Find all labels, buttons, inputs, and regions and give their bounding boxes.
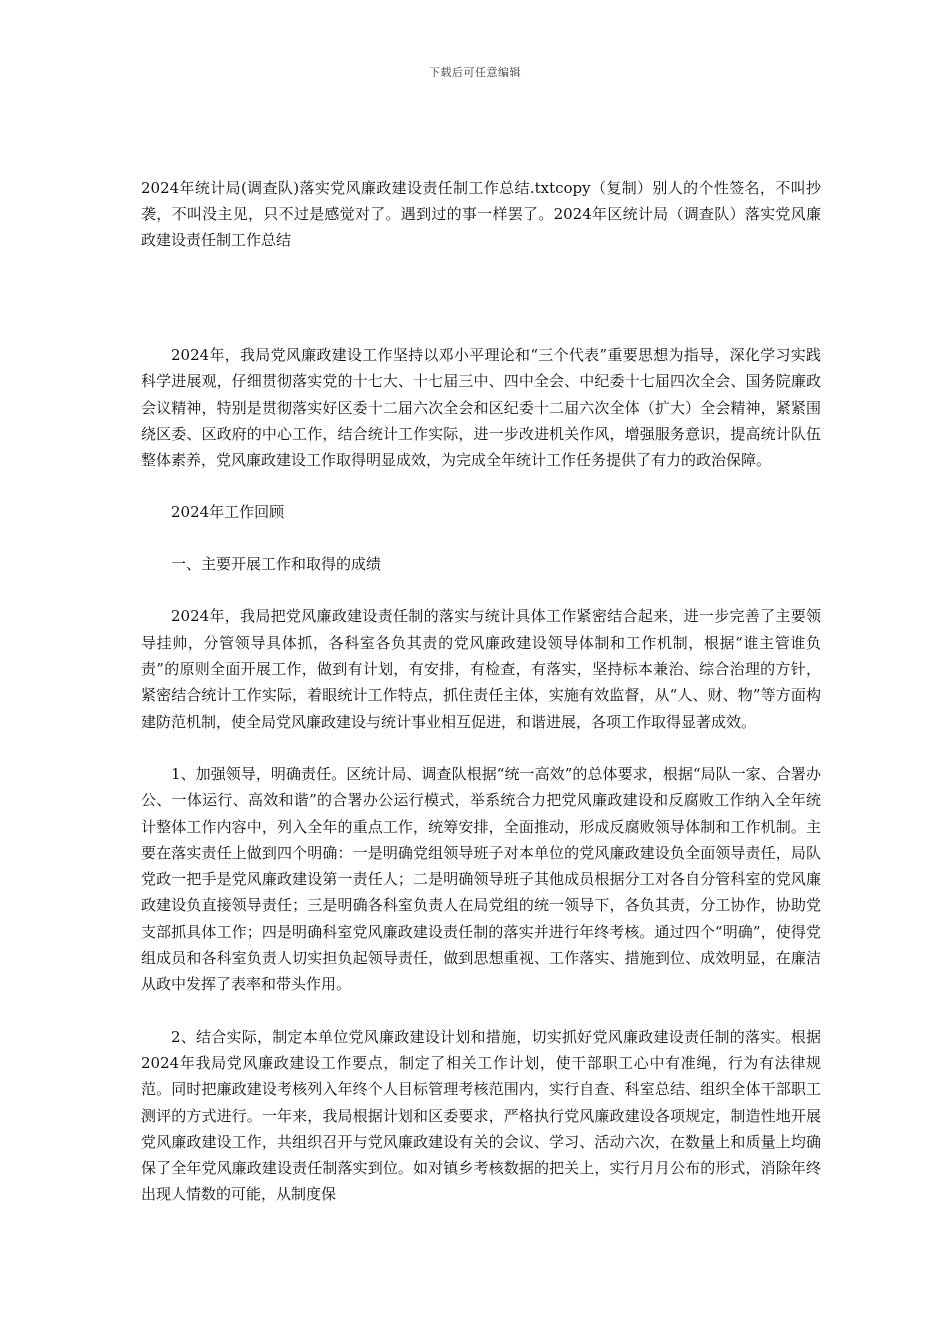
spacer: [141, 525, 821, 551]
paragraph-4: 2、结合实际，制定本单位党风廉政建设计划和措施，切实抓好党风廉政建设责任制的落实。根据2024年我局党风廉政建设工作要点，制定了相关工作计划，使干部职工心中有准绳，行为有法律规范。同时把廉政建设考核列入年终个人目标管理考核范围内，实行自查、科室总结、组织全体干部职工测评的方式进行。一年来，我局根据计划和区委要求，严格执行党风廉政建设各项规定，制造性地开展党风廉政建设工作，共组织召开与党风廉政建设有关的会议、学习、活动六次，在数量上和质量上均确保了全年党风廉政建设责任制落实到位。如对镇乡考核数据的把关上，实行月月公布的形式，消除年终出现人情数的可能，从制度保: [141, 1027, 821, 1204]
document-intro: 2024年统计局(调查队)落实党风廉政建设责任制工作总结.txtcopy（复制）别人的个性签名，不叫抄袭，不叫没主见，只不过是感觉对了。遇到过的事一样罢了。2024年区统计局（调查队）落实党风廉政建设责任制工作总结: [141, 179, 821, 249]
paragraph-1: 2024年，我局党风廉政建设工作坚持以邓小平理论和“三个代表”重要思想为指导，深化学习实践科学进展观，仔细贯彻落实党的十七大、十七届三中、四中全会、中纪委十七届四次全会、国务院廉政会议精神，特别是贯彻落实好区委十二届六次全会和区纪委十二届六次全体（扩大）全会精神，紧紧围绕区委、区政府的中心工作，结合统计工作实际，进一步改进机关作风，增强服务意识，提高统计队伍整体素养，党风廉政建设工作取得明显成效，为完成全年统计工作任务提供了有力的政治保障。: [141, 346, 821, 470]
document-body: [141, 175, 821, 1208]
spacer: [141, 735, 821, 761]
paragraph-3: 1、加强领导，明确责任。区统计局、调查队根据“统一高效”的总体要求，根据“局队一家、合署办公、一体运行、高效和谐”的合署办公运行模式，举系统合力把党风廉政建设和反腐败工作纳入全年统计整体工作内容中，列入全年的重点工作，统筹安排，全面推动，形成反腐败领导体制和工作机制。主要在落实责任上做到四个明确：一是明确党组领导班子对本单位的党风廉政建设负全面领导责任，局队党政一把手是党风廉政建设第一责任人；二是明确领导班子其他成员根据分工对各自分管科室的党风廉政建设负直接领导责任；三是明确各科室负责人在局党组的统一领导下，各负其责，分工协作，协助党支部抓具体工作；四是明确科室党风廉政建设责任制的落实并进行年终考核。通过四个“明确”，使得党组成员和各科室负责人切实担负起领导责任，做到思想重视、工作落实、措施到位、成效明显，在廉洁从政中发挥了表率和带头作用。: [141, 764, 821, 994]
header-note: 下载后可任意编辑: [429, 66, 521, 79]
spacer: [141, 577, 821, 603]
section-heading-review: 2024年工作回顾: [171, 503, 285, 522]
spacer: [141, 998, 821, 1024]
section-heading-achievements: 一、主要开展工作和取得的成绩: [171, 555, 382, 574]
spacer: [141, 473, 821, 499]
paragraph-2: 2024年，我局把党风廉政建设责任制的落实与统计具体工作紧密结合起来，进一步完善了主要领导挂帅，分管领导具体抓，各科室各负其责的党风廉政建设领导体制和工作机制，根据“谁主管谁负责”的原则全面开展工作，做到有计划，有安排，有检查，有落实，坚持标本兼治、综合治理的方针，紧密结合统计工作实际，着眼统计工作特点，抓住责任主体，实施有效监督，从“人、财、物”等方面构建防范机制，使全局党风廉政建设与统计事业相互促进，和谐进展，各项工作取得显著成效。: [141, 607, 821, 731]
spacer: [141, 253, 821, 342]
